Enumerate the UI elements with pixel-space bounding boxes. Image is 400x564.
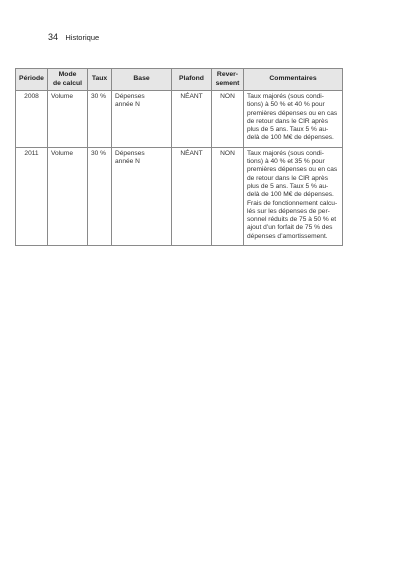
cell-base: [112, 91, 172, 148]
comment-line: tions) à 50 % et 40 % pour: [247, 101, 325, 109]
cell-plafond: NÉANT: [172, 147, 212, 245]
cell-mode: Volume: [48, 147, 88, 245]
cell-base-line: année N: [115, 158, 140, 166]
comment-line: ajout d’un forfait de 75 % des: [247, 224, 333, 232]
running-header: [48, 32, 99, 42]
header-taux: Taux: [88, 69, 112, 91]
table-header-row: [16, 69, 343, 91]
comment-line: tions) à 40 % et 35 % pour: [247, 158, 325, 166]
cell-commentaires: [244, 91, 343, 148]
section-title: Historique: [65, 33, 100, 42]
cell-taux: 30 %: [88, 147, 112, 245]
header-reversement-line-2: sement: [215, 79, 240, 87]
comment-line: premières dépenses ou en cas: [247, 109, 338, 117]
cell-commentaires: [244, 147, 343, 245]
header-periode: Période: [16, 69, 48, 91]
header-mode-de-calcul: [48, 69, 88, 91]
comment-line: dépenses d’amortissement.: [247, 232, 328, 240]
cir-history-table: [15, 68, 343, 246]
cell-reversement: NON: [212, 147, 244, 245]
cell-reversement: NON: [212, 91, 244, 148]
cell-mode: Volume: [48, 91, 88, 148]
comment-line: lés sur les dépenses de per-: [247, 207, 330, 215]
comment-line: premières dépenses ou en cas: [247, 166, 338, 174]
table-row: [16, 147, 343, 245]
header-reversement-line-1: Rever-: [216, 71, 239, 79]
comment-line: de retour dans le CIR après: [247, 174, 328, 182]
cell-taux: 30 %: [88, 91, 112, 148]
comment-line: Taux majorés (sous condi-: [247, 149, 324, 157]
cell-base-line: Dépenses: [115, 93, 145, 100]
cell-periode: 2008: [16, 91, 48, 148]
comment-line: sonnel réduits de 75 à 50 % et: [247, 216, 337, 224]
header-plafond: Plafond: [172, 69, 212, 91]
comment-line: delà de 100 M€ de dépenses.: [247, 191, 334, 199]
header-commentaires: Commentaires: [244, 69, 343, 91]
comment-line: Frais de fonctionnement calcu-: [247, 199, 338, 207]
comment-line: delà de 100 M€ de dépenses.: [247, 134, 334, 142]
cell-base-line: année N: [115, 101, 140, 109]
comment-line: plus de 5 ans. Taux 5 % au-: [247, 182, 329, 190]
header-mode-line-2: de calcul: [52, 79, 83, 87]
comment-line: de retour dans le CIR après: [247, 117, 328, 125]
header-mode-line-1: Mode: [58, 71, 77, 79]
table-row: [16, 91, 343, 148]
page-number: 34: [48, 32, 59, 42]
comment-line: plus de 5 ans. Taux 5 % au-: [247, 126, 329, 134]
cell-plafond: NÉANT: [172, 91, 212, 148]
header-reversement: [212, 69, 244, 91]
cell-base-line: Dépenses: [115, 149, 145, 157]
cell-base: [112, 147, 172, 245]
header-base: Base: [112, 69, 172, 91]
cell-periode: 2011: [16, 147, 48, 245]
comment-line: Taux majorés (sous condi-: [247, 93, 324, 100]
